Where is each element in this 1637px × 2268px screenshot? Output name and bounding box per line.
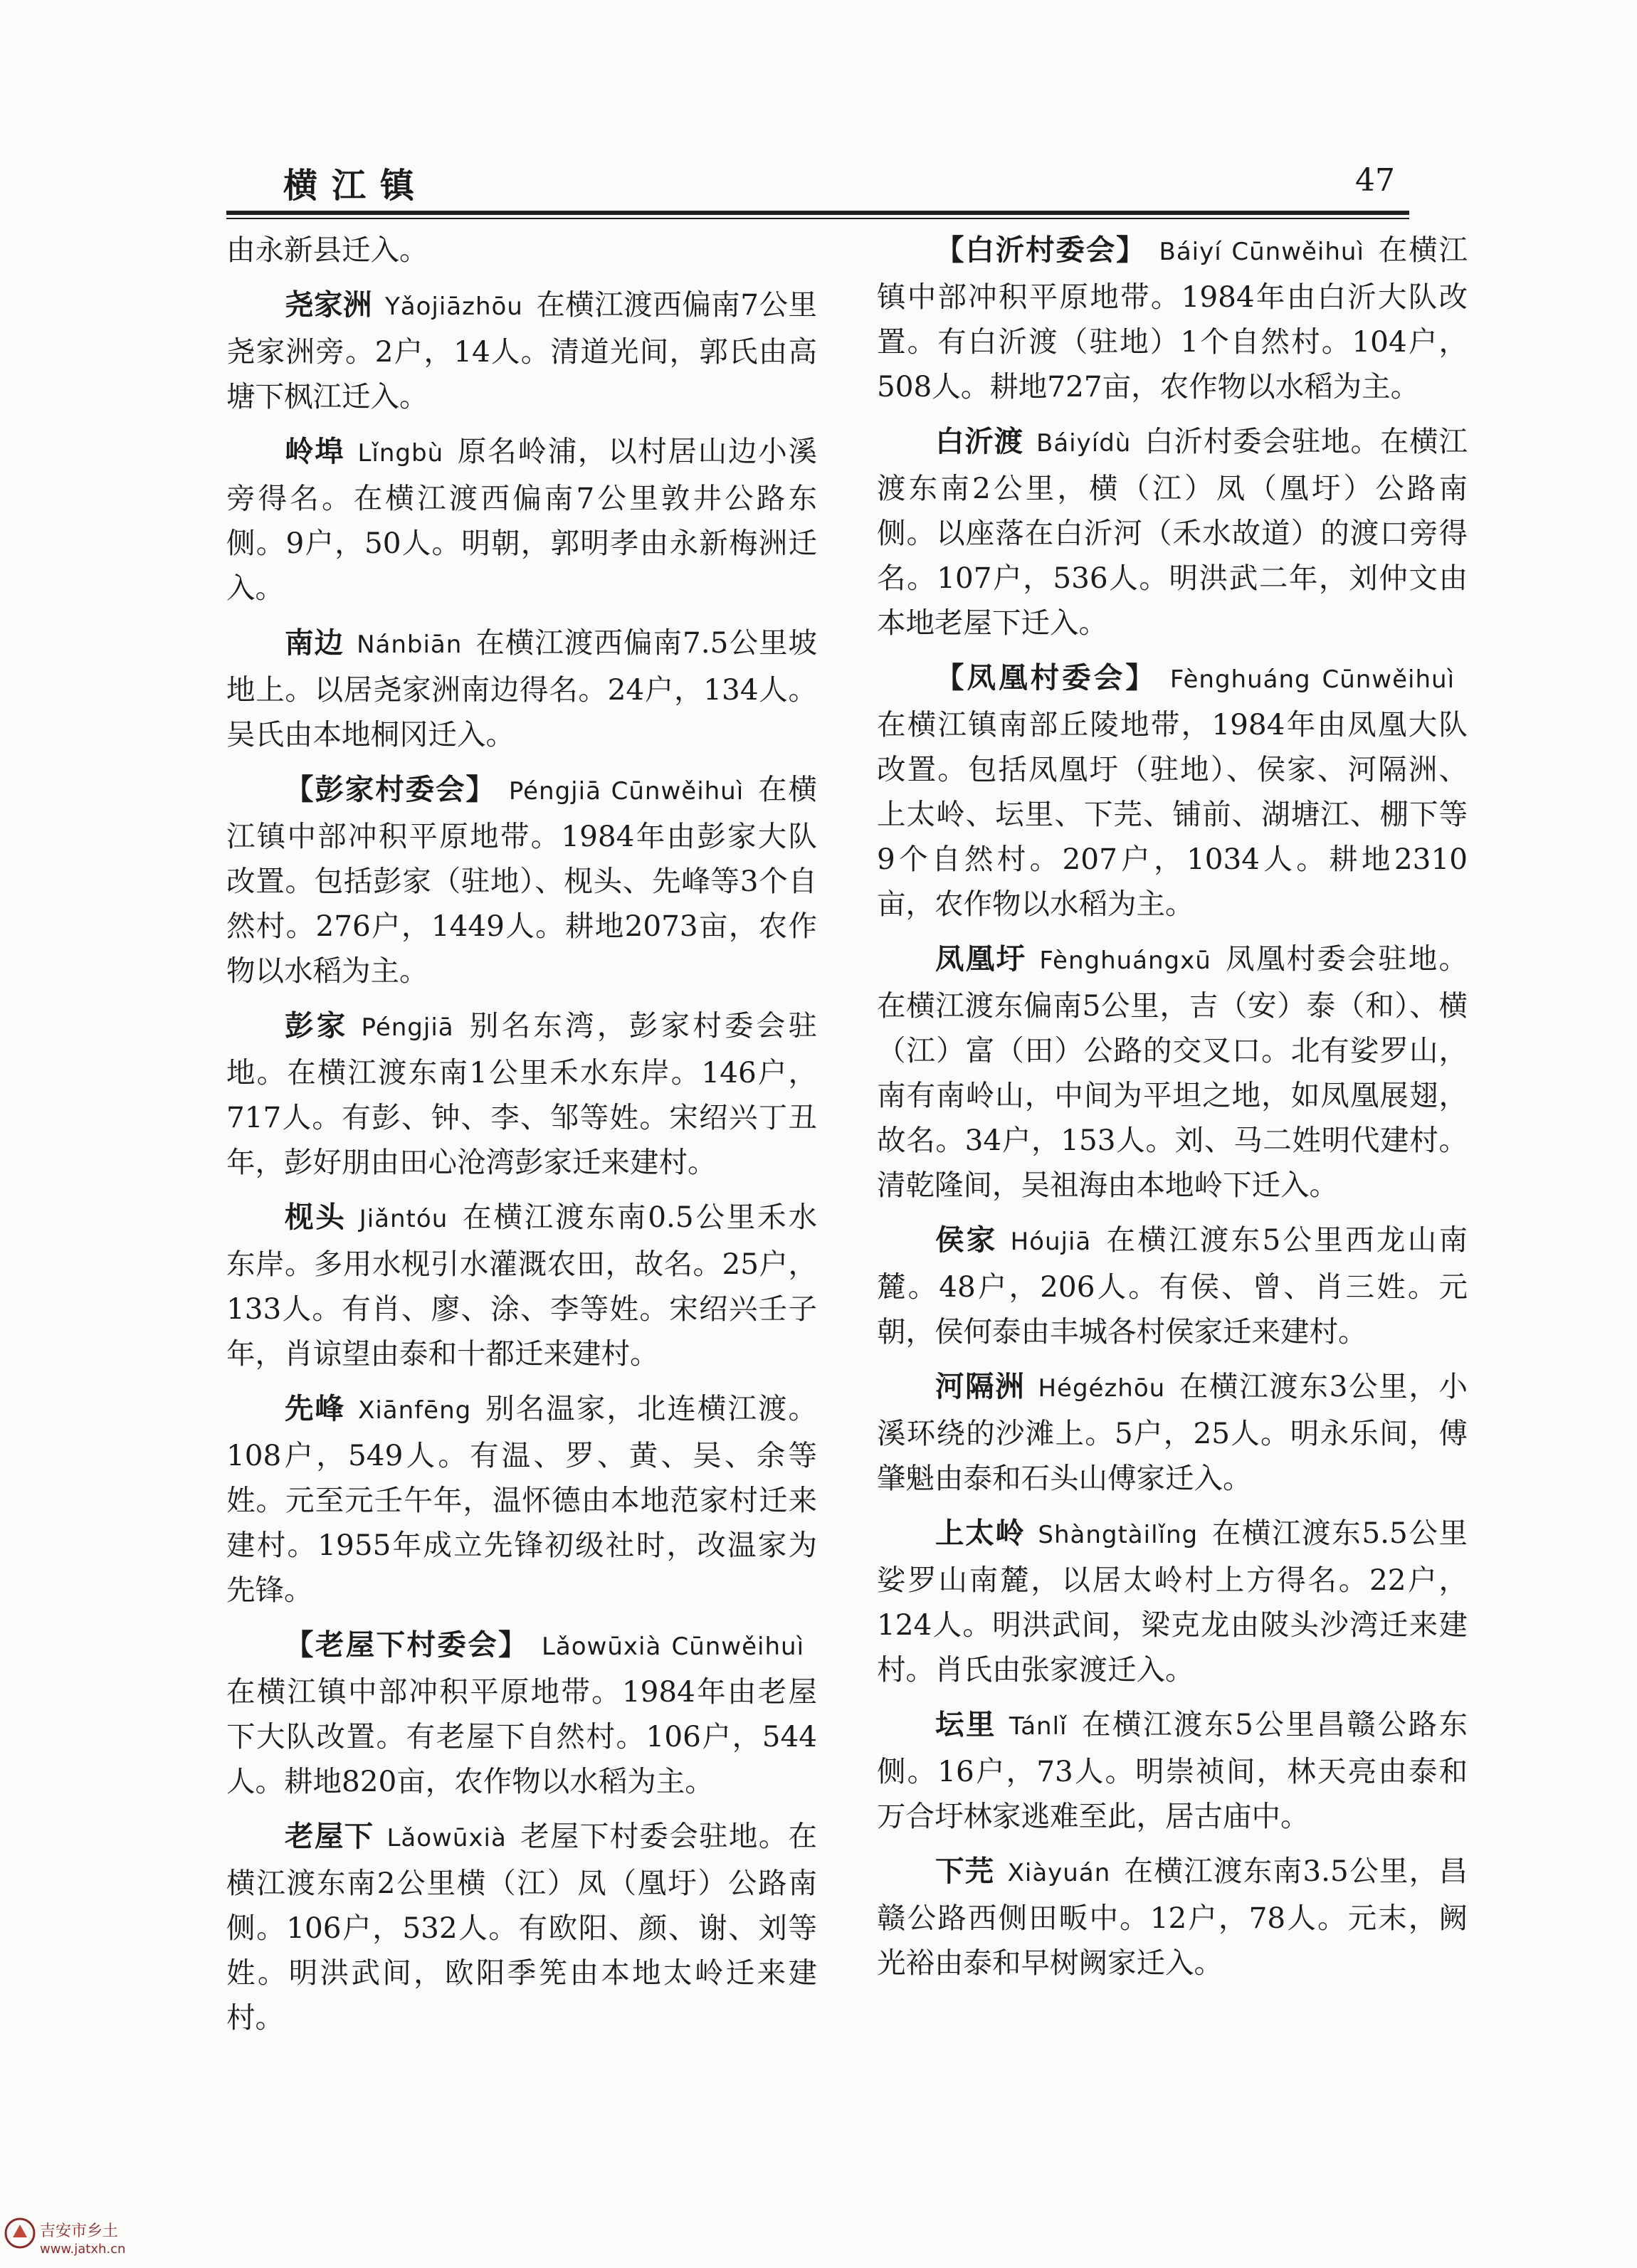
place-name: 岭埠 (285, 434, 345, 468)
bracket-open: 【 (935, 660, 967, 695)
pinyin: Hóujiā (1010, 1228, 1092, 1256)
place-name: 坛里 (935, 1707, 997, 1741)
bracket-open: 【 (285, 772, 315, 806)
committee-entry (877, 228, 1468, 409)
entry-text: 在横江渡东南3.5公里，昌赣公路西侧田畈中。12户，78人。元末，阙光裕由泰和早树阙家迁入。 (877, 1854, 1468, 1980)
pinyin: Yǎojiāzhōu (384, 292, 523, 321)
bracket-open: 【 (935, 233, 966, 267)
committee-entry (877, 655, 1468, 927)
entry-text: 原名岭浦，以村居山边小溪旁得名。在横江渡西偏南7公里敦井公路东侧。9户，50人。明朝，郭明孝由永新梅洲迁入。 (226, 434, 818, 605)
entry-text: 凤凰村委会驻地。在横江渡东偏南5公里，吉（安）泰（和）、横（江）富（田）公路的交叉口。北有娑罗山，南有南岭山，中间为平坦之地，如凤凰展翅，故名。34户，153人。刘、马二姓明代建村。清乾隆间，吴祖海由本地岭下迁入。 (877, 942, 1468, 1202)
pinyin: Xiàyuán (1007, 1859, 1111, 1887)
pinyin: Fènghuángxū (1039, 946, 1211, 975)
place-entry (877, 1218, 1468, 1354)
place-name: 河隔洲 (935, 1369, 1026, 1403)
left-column (226, 228, 817, 2050)
pinyin: Jiǎntóu (359, 1205, 448, 1233)
place-entry (226, 1003, 817, 1185)
place-name: 彭家 (285, 1008, 349, 1043)
place-entry (226, 283, 817, 419)
pinyin: Xiānfēng (358, 1396, 472, 1425)
page-header (226, 158, 1409, 208)
place-name: 上太岭 (935, 1516, 1026, 1550)
bracket-close: 】 (1116, 233, 1147, 267)
pinyin: Fènghuáng Cūnwěihuì (1169, 665, 1456, 694)
watermark-logo-icon (3, 2216, 37, 2250)
entry-text: 老屋下村委会驻地。在横江渡东南2公里横（江）凤（凰圩）公路南侧。106户，532人。有欧阳、颜、谢、刘等姓。明洪武间，欧阳季筅由本地太岭迁来建村。 (226, 1819, 818, 2035)
pinyin: Báiyídù (1036, 429, 1132, 458)
committee-name: 彭家村委会 (315, 772, 466, 806)
place-name: 老屋下 (285, 1819, 374, 1853)
place-name: 凤凰圩 (935, 942, 1027, 976)
entry-text: 在横江渡西偏南7.5公里坡地上。以居尧家洲南边得名。24户，134人。吴氏由本地桐冈迁入。 (226, 626, 817, 751)
place-name: 下芫 (935, 1854, 995, 1888)
entry-text: 在横江渡东5.5公里娑罗山南麓，以居太岭村上方得名。22户，124人。明洪武间，梁克龙由陂头沙湾迁来建村。肖氏由张家渡迁入。 (877, 1516, 1468, 1687)
committee-heading (285, 1628, 529, 1662)
site-watermark (0, 2213, 157, 2263)
bracket-open: 【 (285, 1628, 315, 1662)
pinyin: Péngjiā (361, 1013, 454, 1042)
pinyin: Nánbiān (357, 631, 463, 659)
entry-text: 别名温家，北连横江渡。108户，549人。有温、罗、黄、吴、余等姓。元至元壬午年，温怀德由本地范家村迁来建村。1955年成立先锋初级社时，改温家为先锋。 (226, 1391, 818, 1607)
entry-text: 在横江镇南部丘陵地带，1984年由凤凰大队改置。包括凤凰圩（驻地）、侯家、河隔洲、上太岭、坛里、下芫、铺前、湖塘江、棚下等9个自然村。207户，1034人。耕地2310亩，农作物以水稻为主。 (877, 707, 1468, 921)
entry-text: 在横江镇中部冲积平原地带。1984年由彭家大队改置。包括彭家（驻地）、枧头、先峰等3个自然村。276户，1449人。耕地2073亩，农作物以水稻为主。 (226, 772, 817, 988)
watermark-name: 吉安市乡土 (40, 2222, 119, 2240)
bracket-close: 】 (498, 1628, 529, 1662)
committee-entry (226, 1623, 817, 1804)
place-entry (877, 937, 1468, 1208)
paragraph-text: 由永新县迁入。 (226, 233, 428, 267)
pinyin: Shàngtàilǐng (1038, 1521, 1199, 1549)
place-entry (877, 419, 1468, 645)
entry-text: 在横江渡东3公里，小溪环绕的沙滩上。5户，25人。明永乐间，傅肇魁由泰和石头山傅家迁入。 (877, 1369, 1468, 1495)
entry-text: 白沂村委会驻地。在横江渡东南2公里，横（江）凤（凰圩）公路南侧。以座落在白沂河（禾水故道）的渡口旁得名。107户，536人。明洪武二年，刘仲文由本地老屋下迁入。 (877, 424, 1468, 640)
pinyin: Lǐngbù (357, 439, 444, 468)
watermark-url: www.jatxh.cn (40, 2242, 126, 2257)
pinyin: Lǎowūxià Cūnwěihuì (541, 1633, 805, 1661)
committee-heading (935, 233, 1147, 267)
entry-text: 在横江渡东5公里昌赣公路东侧。16户，73人。明崇祯间，林天亮由泰和万合圩林家逃难至此，居古庙中。 (877, 1707, 1468, 1833)
place-entry (226, 1195, 817, 1376)
place-name: 先峰 (285, 1391, 346, 1425)
pinyin: Péngjiā Cūnwěihuì (508, 777, 744, 806)
committee-entry (226, 767, 817, 993)
pinyin: Hégézhōu (1038, 1374, 1166, 1403)
place-name: 枧头 (285, 1200, 347, 1234)
place-entry (877, 1511, 1468, 1692)
pinyin: Tánlǐ (1009, 1712, 1068, 1741)
entry-text: 在横江镇中部冲积平原地带。1984年由老屋下大队改置。有老屋下自然村。106户，544人。耕地820亩，农作物以水稻为主。 (226, 1674, 817, 1798)
committee-heading (935, 660, 1157, 695)
bracket-close: 】 (1125, 660, 1157, 695)
running-title: 横江镇 (283, 166, 429, 206)
committee-name: 老屋下村委会 (315, 1628, 499, 1662)
page-number: 47 (1355, 162, 1395, 199)
entry-text: 在横江渡东南0.5公里禾水东岸。多用水枧引水灌溉农田，故名。25户，133人。有肖、廖、涂、李等姓。宋绍兴壬子年，肖谅望由泰和十都迁来建村。 (226, 1200, 817, 1371)
place-entry (877, 1364, 1468, 1501)
committee-name: 凤凰村委会 (967, 660, 1126, 695)
place-entry (877, 1849, 1468, 1985)
place-name: 白沂渡 (935, 424, 1024, 458)
place-name: 侯家 (935, 1223, 998, 1257)
paragraph-continuation (226, 228, 817, 273)
committee-heading (285, 772, 496, 806)
pinyin: Báiyí Cūnwěihuì (1159, 238, 1364, 266)
committee-name: 白沂村委会 (965, 233, 1117, 267)
header-rule-thin (226, 218, 1409, 219)
place-name: 南边 (285, 626, 344, 660)
place-entry (226, 1386, 817, 1613)
place-name: 尧家洲 (285, 288, 372, 322)
pinyin: Lǎowūxià (386, 1824, 507, 1852)
bracket-close: 】 (465, 772, 496, 806)
entry-text: 在横江渡西偏南7公里尧家洲旁。2户，14人。清道光间，郭氏由高塘下枫江迁入。 (226, 288, 817, 413)
right-column (877, 228, 1468, 1995)
place-entry (226, 621, 817, 757)
entry-text: 别名东湾，彭家村委会驻地。在横江渡东南1公里禾水东岸。146户，717人。有彭、钟、李、邹等姓。宋绍兴丁丑年，彭好朋由田心沧湾彭家迁来建村。 (226, 1008, 818, 1179)
entry-text: 在横江镇中部冲积平原地带。1984年由白沂大队改置。有白沂渡（驻地）1个自然村。104户，508人。耕地727亩，农作物以水稻为主。 (877, 233, 1468, 404)
header-rule (226, 211, 1409, 215)
place-entry (226, 1814, 817, 2040)
entry-text: 在横江渡东5公里西龙山南麓。48户，206人。有侯、曾、肖三姓。元朝，侯何泰由丰城各村侯家迁来建村。 (877, 1223, 1468, 1349)
place-entry (877, 1702, 1468, 1839)
place-entry (226, 429, 817, 611)
